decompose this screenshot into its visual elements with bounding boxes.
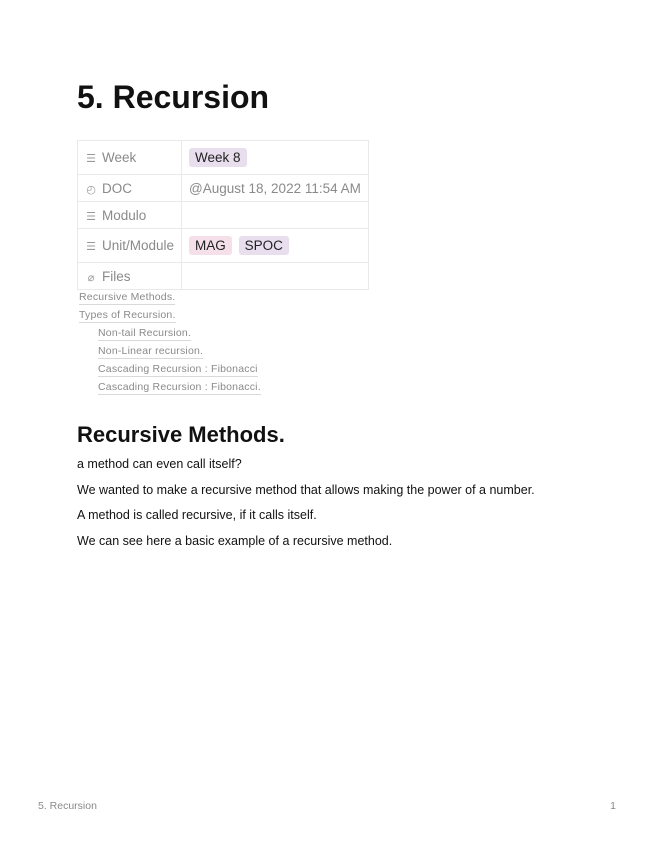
property-value[interactable] — [182, 229, 369, 263]
toc-link[interactable]: Non-tail Recursion. — [98, 327, 192, 339]
property-label-modulo: Modulo — [102, 207, 147, 223]
toc-link[interactable]: Cascading Recursion : Fibonacci — [98, 363, 258, 375]
property-value-empty[interactable] — [182, 202, 369, 229]
property-row-doc — [78, 175, 369, 202]
week-tag[interactable]: Week 8 — [189, 148, 247, 167]
toc-link[interactable]: Types of Recursion. — [79, 309, 176, 321]
paragraph: a method can even call itself? — [77, 457, 242, 471]
property-key — [78, 141, 182, 175]
list-icon: ☰ — [86, 153, 96, 165]
clock-icon: ◴ — [86, 183, 96, 196]
property-label-files: Files — [102, 268, 131, 284]
property-label-week: Week — [102, 150, 137, 165]
paragraph: We wanted to make a recursive method that allows making the power of a number. — [77, 483, 535, 497]
property-row-files — [78, 263, 369, 290]
property-value[interactable] — [182, 141, 369, 175]
property-key — [78, 175, 182, 202]
page-title: 5. Recursion — [77, 79, 270, 115]
list-icon: ☰ — [86, 210, 96, 223]
paragraph: We can see here a basic example of a recursive method. — [77, 534, 393, 548]
toc-link[interactable]: Non-Linear recursion. — [98, 345, 204, 357]
property-label-unit-module: Unit/Module — [102, 238, 175, 253]
unit-tag-mag[interactable]: MAG — [189, 236, 232, 255]
doc-date-value[interactable]: @August 18, 2022 11:54 AM — [189, 180, 361, 196]
property-key — [78, 229, 182, 263]
property-value[interactable] — [182, 175, 369, 202]
toc-link[interactable]: Recursive Methods. — [79, 291, 176, 303]
paperclip-icon: ⌀ — [87, 271, 95, 284]
property-row-unit-module — [78, 229, 369, 263]
properties-table — [77, 140, 369, 290]
section-heading: Recursive Methods. — [77, 422, 285, 447]
property-value-empty[interactable] — [182, 263, 369, 290]
footer-title: 5. Recursion — [38, 800, 97, 812]
property-key — [78, 202, 182, 229]
list-icon: ☰ — [86, 241, 96, 253]
toc-link[interactable]: Cascading Recursion : Fibonacci. — [98, 381, 261, 393]
unit-tag-spoc[interactable]: SPOC — [239, 236, 289, 255]
footer-page-number: 1 — [610, 800, 616, 812]
property-key — [78, 263, 182, 290]
paragraph: A method is called recursive, if it calls itself. — [77, 508, 317, 522]
property-row-modulo — [78, 202, 369, 229]
property-row-week — [78, 141, 369, 175]
property-label-doc: DOC — [102, 180, 132, 196]
